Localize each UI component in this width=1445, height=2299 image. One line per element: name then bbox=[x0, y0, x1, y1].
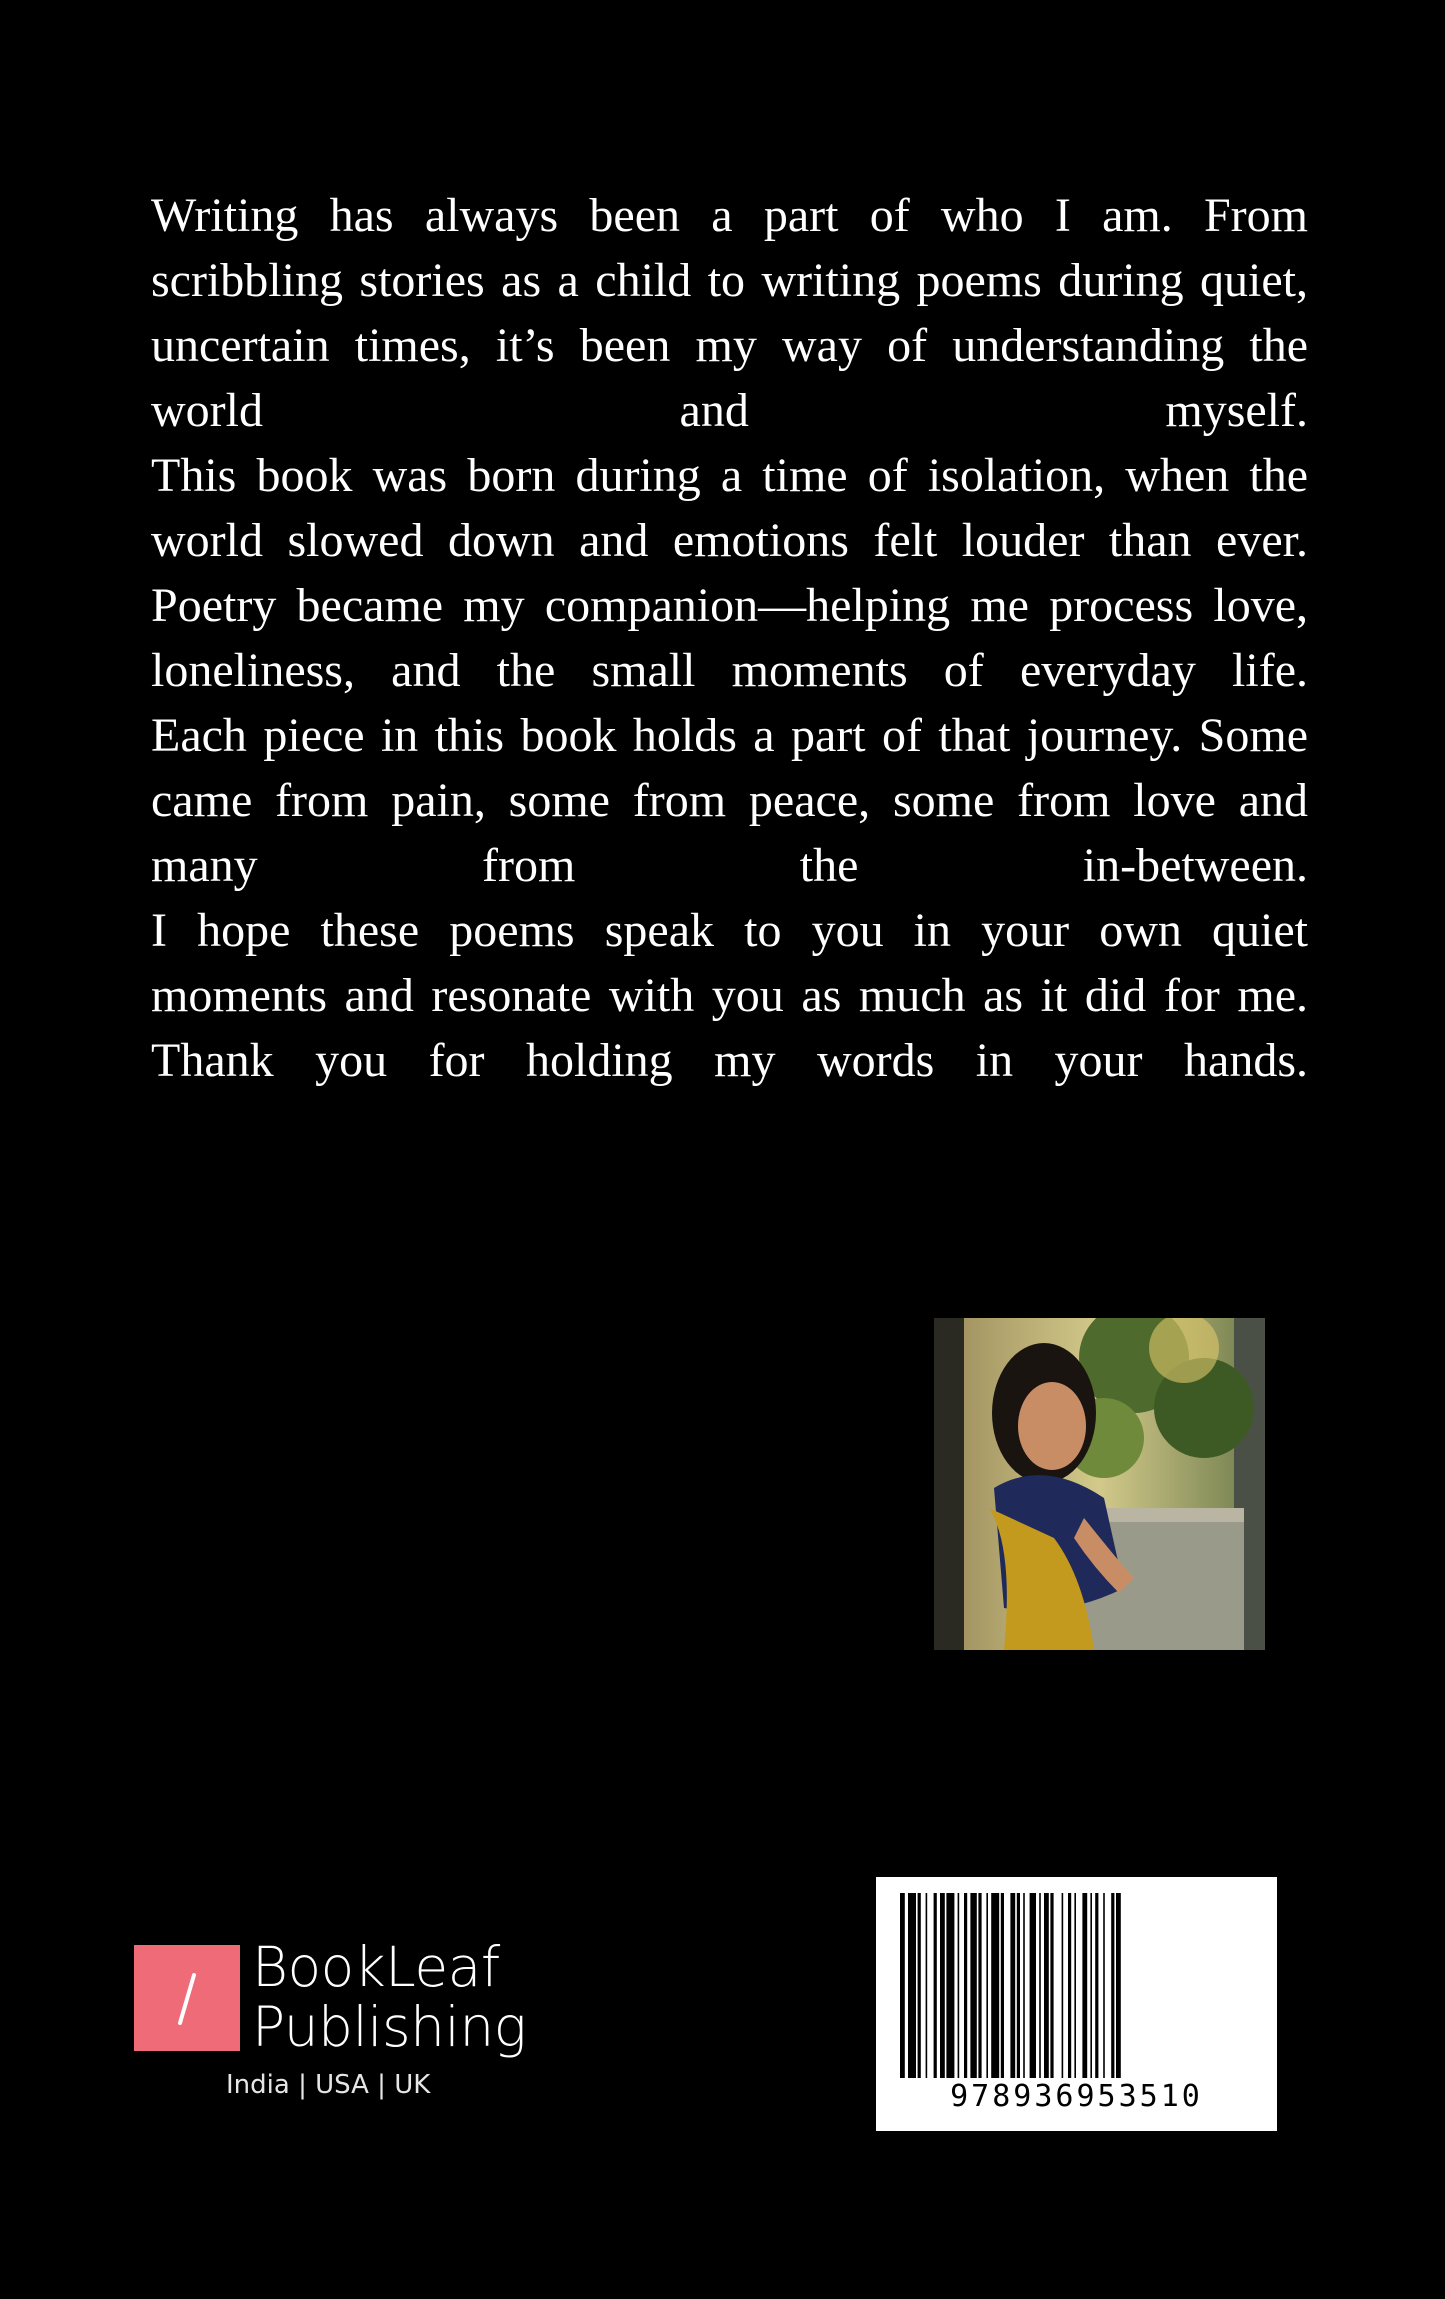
barcode-bar bbox=[1050, 1893, 1053, 2078]
barcode-bar bbox=[1062, 1893, 1064, 2078]
barcode-bar bbox=[1095, 1893, 1098, 2078]
barcode-bar bbox=[934, 1893, 937, 2078]
barcode-bar bbox=[970, 1893, 976, 2078]
publisher-logo bbox=[134, 1937, 534, 2117]
blurb-paragraph-1: Writing has always been a part of who I am. From scribbling stories as a child to writing poems during quiet, uncertain times, it’s been my way of understanding the world and myself. bbox=[151, 189, 1308, 437]
author-photo bbox=[934, 1318, 1265, 1650]
barcode-bar bbox=[964, 1893, 967, 2078]
blurb-paragraph-4: I hope these poems speak to you in your own quiet moments and resonate with you as much as it did for me. Thank you for holding my words in your hands. bbox=[151, 904, 1308, 1087]
barcode-bar bbox=[1010, 1893, 1015, 2078]
barcode-bar bbox=[1074, 1893, 1076, 2078]
barcode-bar bbox=[946, 1893, 954, 2078]
barcode-bar bbox=[1116, 1893, 1121, 2078]
barcode-bar bbox=[1001, 1893, 1004, 2078]
publisher-name bbox=[252, 1937, 526, 2057]
barcode-bar bbox=[1103, 1893, 1105, 2078]
isbn-number: 978936953510 bbox=[950, 2079, 1203, 2114]
publisher-name-line-2: Publishing bbox=[252, 1995, 527, 2059]
barcode-bar bbox=[1111, 1893, 1114, 2078]
barcode-bar bbox=[1039, 1893, 1041, 2078]
barcode-bar bbox=[1023, 1893, 1025, 2078]
barcode-bar bbox=[908, 1893, 916, 2078]
blurb-paragraph-3: Each piece in this book holds a part of that journey. Some came from pain, some from peace, some from love and many from the in-between. bbox=[151, 709, 1308, 892]
barcode-bar bbox=[1017, 1893, 1020, 2078]
back-cover-blurb bbox=[151, 183, 1308, 1093]
isbn-barcode bbox=[876, 1877, 1277, 2131]
publisher-mark-icon bbox=[134, 1945, 240, 2051]
barcode-bar bbox=[940, 1893, 945, 2078]
barcode-bars-icon bbox=[898, 1893, 1255, 2078]
blurb-paragraph-2: This book was born during a time of isolation, when the world slowed down and emotions felt louder than ever. Poetry became my companion—helping me process love, loneliness, and the small moments of everyday life. bbox=[151, 449, 1308, 697]
barcode-bar bbox=[1030, 1893, 1036, 2078]
publisher-regions: India | USA | UK bbox=[226, 2070, 431, 2100]
barcode-bar bbox=[1082, 1893, 1087, 2078]
barcode-bar bbox=[1090, 1893, 1092, 2078]
barcode-bar bbox=[926, 1893, 928, 2078]
barcode-bar bbox=[986, 1893, 988, 2078]
barcode-bar bbox=[1044, 1893, 1049, 2078]
barcode-bar bbox=[918, 1893, 921, 2078]
barcode-bar bbox=[958, 1893, 960, 2078]
publisher-name-line-1: BookLeaf bbox=[252, 1935, 500, 1999]
barcode-bar bbox=[978, 1893, 981, 2078]
barcode-bar bbox=[900, 1893, 905, 2078]
barcode-bar bbox=[1068, 1893, 1071, 2078]
barcode-bar bbox=[991, 1893, 999, 2078]
